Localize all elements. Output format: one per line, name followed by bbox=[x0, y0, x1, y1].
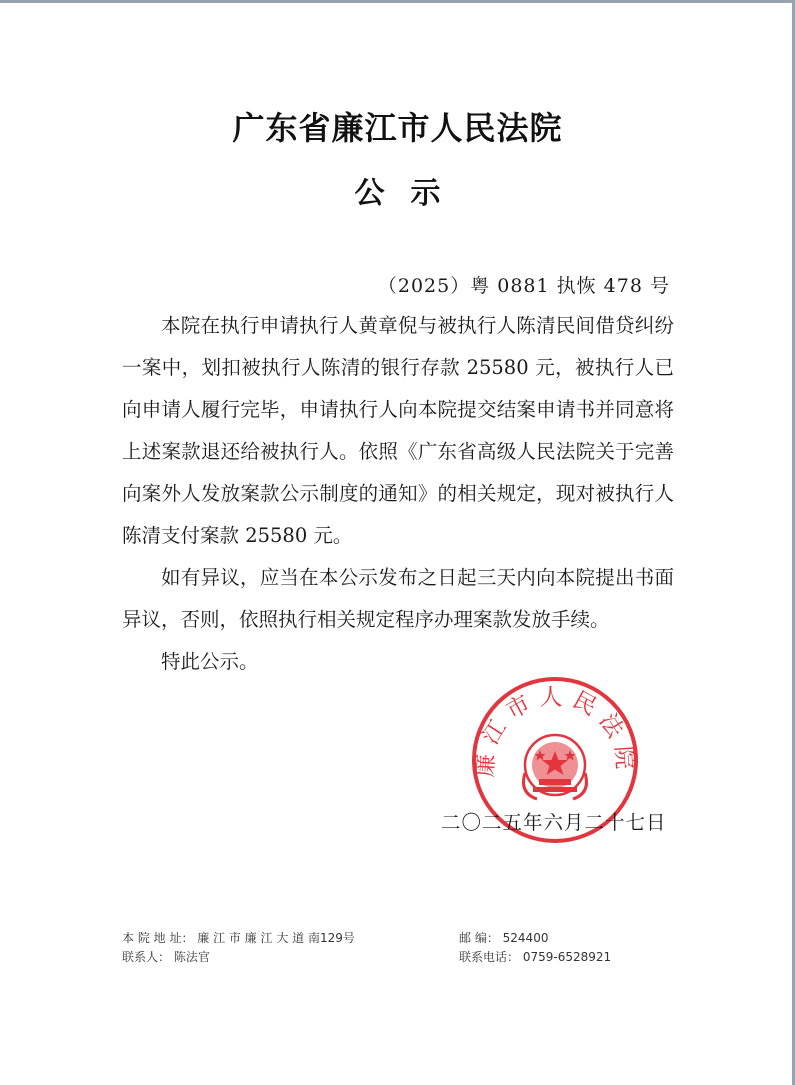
body-paragraph-2: 如有异议，应当在本公示发布之日起三天内向本院提出书面异议，否则，依照执行相关规定程序办理案款发放手续。 bbox=[122, 566, 674, 631]
seal-text: 廉江市人民法院 bbox=[472, 684, 638, 779]
court-title: 广东省廉江市人民法院 bbox=[232, 109, 563, 147]
postcode-value: 524400 bbox=[502, 931, 549, 945]
case-number: （2025）粤 0881 执恢 478 号 bbox=[377, 275, 670, 297]
body-paragraph-3: 特此公示。 bbox=[161, 650, 259, 673]
footer-contact-right bbox=[459, 929, 611, 967]
issue-date: 二〇二五年六月二十七日 bbox=[441, 811, 667, 834]
phone-label: 联系电话： bbox=[459, 950, 520, 964]
contact-label: 联系人： bbox=[122, 950, 171, 964]
footer-postcode-row bbox=[459, 929, 611, 948]
footer-address-row bbox=[122, 929, 355, 948]
phone-value: 0759-6528921 bbox=[522, 950, 612, 964]
footer-phone-row bbox=[459, 948, 611, 967]
national-emblem-icon bbox=[524, 735, 587, 799]
footer-contact-row bbox=[122, 948, 355, 967]
body-paragraph-1: 本院在执行申请执行人黄章倪与被执行人陈清民间借贷纠纷一案中，划扣被执行人陈清的银行存款 25580 元，被执行人已向申请人履行完毕，申请执行人向本院提交结案申请书并同意将上述案款退还给被执行人。依照《广东省高级人民法院关于完善向案外人发放案款公示制度的通知》的相关规定，现对被执行人陈清支付案款 25580 元。 bbox=[122, 314, 674, 547]
footer-contact-left bbox=[122, 929, 355, 967]
notice-body bbox=[122, 305, 674, 683]
contact-value: 陈法官 bbox=[173, 950, 210, 964]
address-label: 本 院 地 址： bbox=[122, 931, 194, 945]
address-value: 廉 江 市 廉 江 大 道 南129号 bbox=[197, 931, 355, 945]
document-type-title: 公示 bbox=[354, 176, 467, 211]
postcode-label: 邮 编： bbox=[459, 931, 499, 945]
